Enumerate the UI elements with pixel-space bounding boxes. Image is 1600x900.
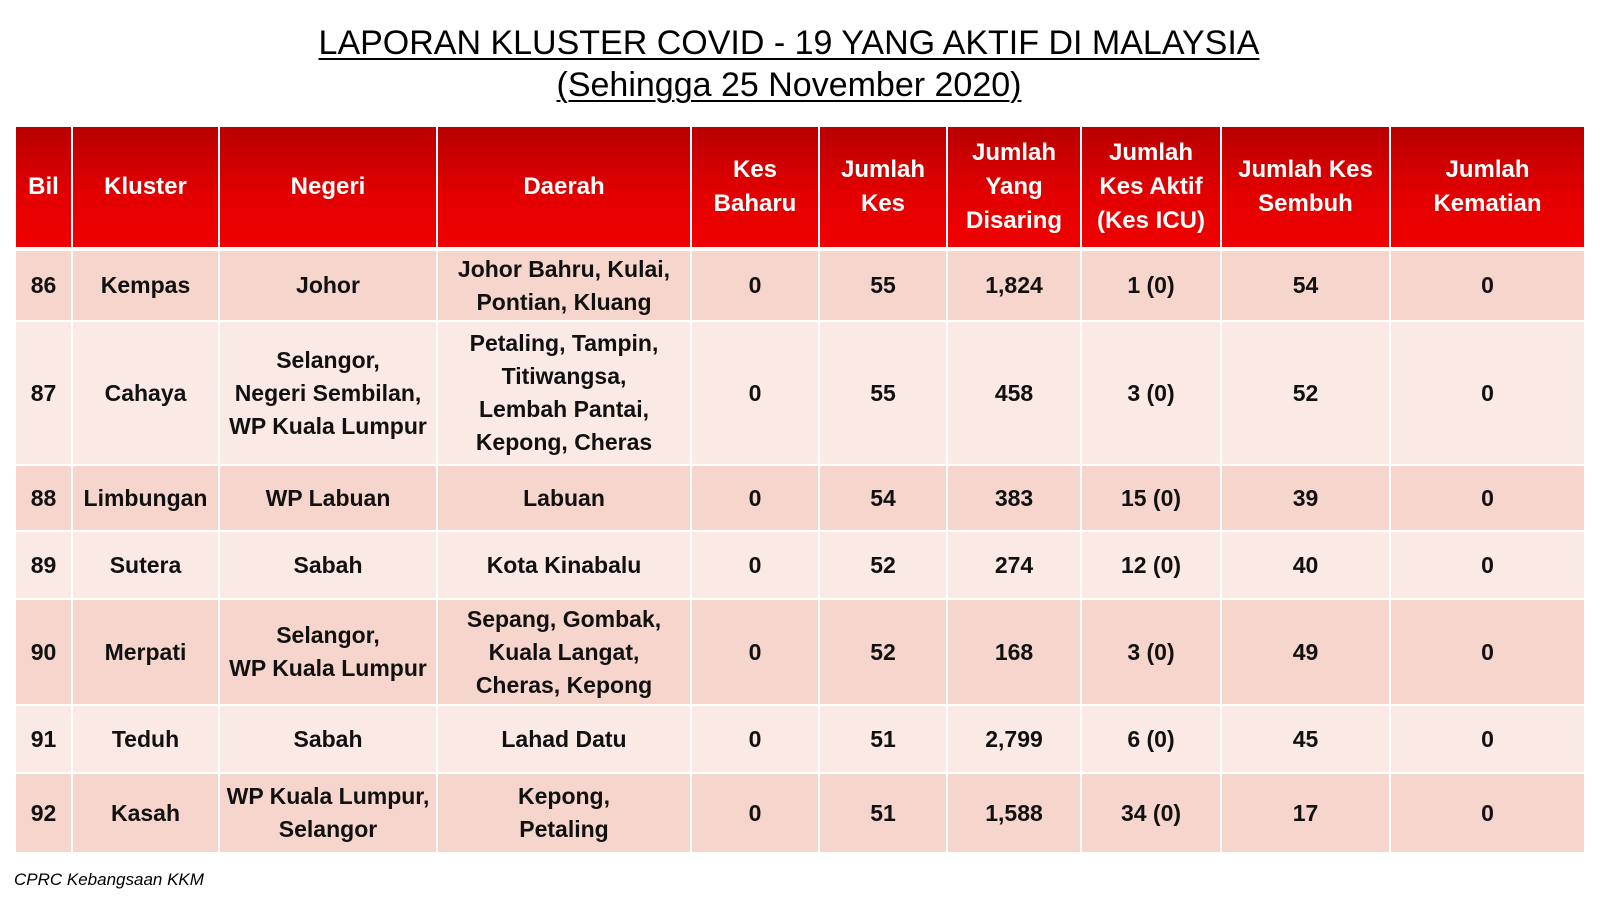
cell-kematian: 0 — [1390, 599, 1585, 705]
cluster-table — [14, 125, 1586, 854]
cell-sembuh: 39 — [1221, 465, 1390, 531]
cell-kluster: Kasah — [72, 773, 219, 853]
header-kluster: Kluster — [72, 126, 219, 249]
cell-kluster: Teduh — [72, 705, 219, 773]
cell-disaring: 1,824 — [947, 249, 1081, 321]
cell-disaring: 383 — [947, 465, 1081, 531]
cell-daerah: Lahad Datu — [437, 705, 691, 773]
report-title — [0, 22, 1578, 106]
cell-disaring: 274 — [947, 531, 1081, 599]
cell-disaring: 458 — [947, 321, 1081, 465]
table-row — [15, 773, 1585, 853]
cell-daerah: Labuan — [437, 465, 691, 531]
cell-negeri: Selangor, WP Kuala Lumpur — [219, 599, 437, 705]
cell-kes-baharu: 0 — [691, 321, 819, 465]
cell-kes-aktif: 3 (0) — [1081, 599, 1221, 705]
cell-kes-baharu: 0 — [691, 773, 819, 853]
cell-sembuh: 49 — [1221, 599, 1390, 705]
header-kematian: Jumlah Kematian — [1390, 126, 1585, 249]
cell-kluster: Sutera — [72, 531, 219, 599]
header-kes-sembuh: Jumlah Kes Sembuh — [1221, 126, 1390, 249]
table-row — [15, 249, 1585, 321]
cell-sembuh: 54 — [1221, 249, 1390, 321]
cell-disaring: 1,588 — [947, 773, 1081, 853]
cell-kematian: 0 — [1390, 705, 1585, 773]
cell-jumlah-kes: 55 — [819, 321, 947, 465]
cell-kluster: Limbungan — [72, 465, 219, 531]
cell-bil: 92 — [15, 773, 72, 853]
cell-bil: 91 — [15, 705, 72, 773]
header-daerah: Daerah — [437, 126, 691, 249]
header-jumlah-kes: Jumlah Kes — [819, 126, 947, 249]
header-kes-aktif: Jumlah Kes Aktif (Kes ICU) — [1081, 126, 1221, 249]
cell-kluster: Kempas — [72, 249, 219, 321]
header-kes-baharu: Kes Baharu — [691, 126, 819, 249]
cell-daerah: Johor Bahru, Kulai, Pontian, Kluang — [437, 249, 691, 321]
cell-kematian: 0 — [1390, 465, 1585, 531]
table-row — [15, 465, 1585, 531]
cell-kematian: 0 — [1390, 321, 1585, 465]
cell-sembuh: 40 — [1221, 531, 1390, 599]
header-bil: Bil — [15, 126, 72, 249]
cell-negeri: Sabah — [219, 531, 437, 599]
cell-jumlah-kes: 52 — [819, 599, 947, 705]
table-row — [15, 599, 1585, 705]
cell-kes-aktif: 6 (0) — [1081, 705, 1221, 773]
cell-disaring: 168 — [947, 599, 1081, 705]
cell-negeri: Sabah — [219, 705, 437, 773]
cell-kes-aktif: 34 (0) — [1081, 773, 1221, 853]
cell-kes-aktif: 1 (0) — [1081, 249, 1221, 321]
cell-kes-aktif: 12 (0) — [1081, 531, 1221, 599]
cell-kluster: Merpati — [72, 599, 219, 705]
cell-bil: 88 — [15, 465, 72, 531]
table-row — [15, 321, 1585, 465]
cell-daerah: Petaling, Tampin, Titiwangsa, Lembah Pantai, Kepong, Cheras — [437, 321, 691, 465]
title-line-1: LAPORAN KLUSTER COVID - 19 YANG AKTIF DI MALAYSIA — [318, 24, 1260, 62]
cell-daerah: Kota Kinabalu — [437, 531, 691, 599]
cell-kes-baharu: 0 — [691, 599, 819, 705]
cell-jumlah-kes: 51 — [819, 773, 947, 853]
cell-bil: 86 — [15, 249, 72, 321]
cell-negeri: Johor — [219, 249, 437, 321]
cell-kes-baharu: 0 — [691, 531, 819, 599]
table-row — [15, 531, 1585, 599]
cell-daerah: Sepang, Gombak, Kuala Langat, Cheras, Kepong — [437, 599, 691, 705]
cell-bil: 87 — [15, 321, 72, 465]
cell-kluster: Cahaya — [72, 321, 219, 465]
cell-kes-baharu: 0 — [691, 465, 819, 531]
cell-kematian: 0 — [1390, 531, 1585, 599]
table-header-row — [15, 126, 1585, 249]
table-row — [15, 705, 1585, 773]
header-jumlah-disaring: Jumlah Yang Disaring — [947, 126, 1081, 249]
cell-bil: 90 — [15, 599, 72, 705]
source-footnote: CPRC Kebangsaan KKM — [14, 870, 204, 889]
cell-jumlah-kes: 51 — [819, 705, 947, 773]
cell-jumlah-kes: 54 — [819, 465, 947, 531]
cell-jumlah-kes: 55 — [819, 249, 947, 321]
cell-negeri: Selangor, Negeri Sembilan, WP Kuala Lumpur — [219, 321, 437, 465]
cell-sembuh: 45 — [1221, 705, 1390, 773]
cell-sembuh: 52 — [1221, 321, 1390, 465]
header-negeri: Negeri — [219, 126, 437, 249]
cell-negeri: WP Labuan — [219, 465, 437, 531]
cell-sembuh: 17 — [1221, 773, 1390, 853]
cell-jumlah-kes: 52 — [819, 531, 947, 599]
cell-kes-baharu: 0 — [691, 249, 819, 321]
cell-kematian: 0 — [1390, 773, 1585, 853]
cell-kes-baharu: 0 — [691, 705, 819, 773]
cell-daerah: Kepong, Petaling — [437, 773, 691, 853]
cell-disaring: 2,799 — [947, 705, 1081, 773]
cell-kes-aktif: 15 (0) — [1081, 465, 1221, 531]
cell-kes-aktif: 3 (0) — [1081, 321, 1221, 465]
cell-kematian: 0 — [1390, 249, 1585, 321]
cell-bil: 89 — [15, 531, 72, 599]
cell-negeri: WP Kuala Lumpur, Selangor — [219, 773, 437, 853]
title-line-2: (Sehingga 25 November 2020) — [556, 66, 1022, 104]
